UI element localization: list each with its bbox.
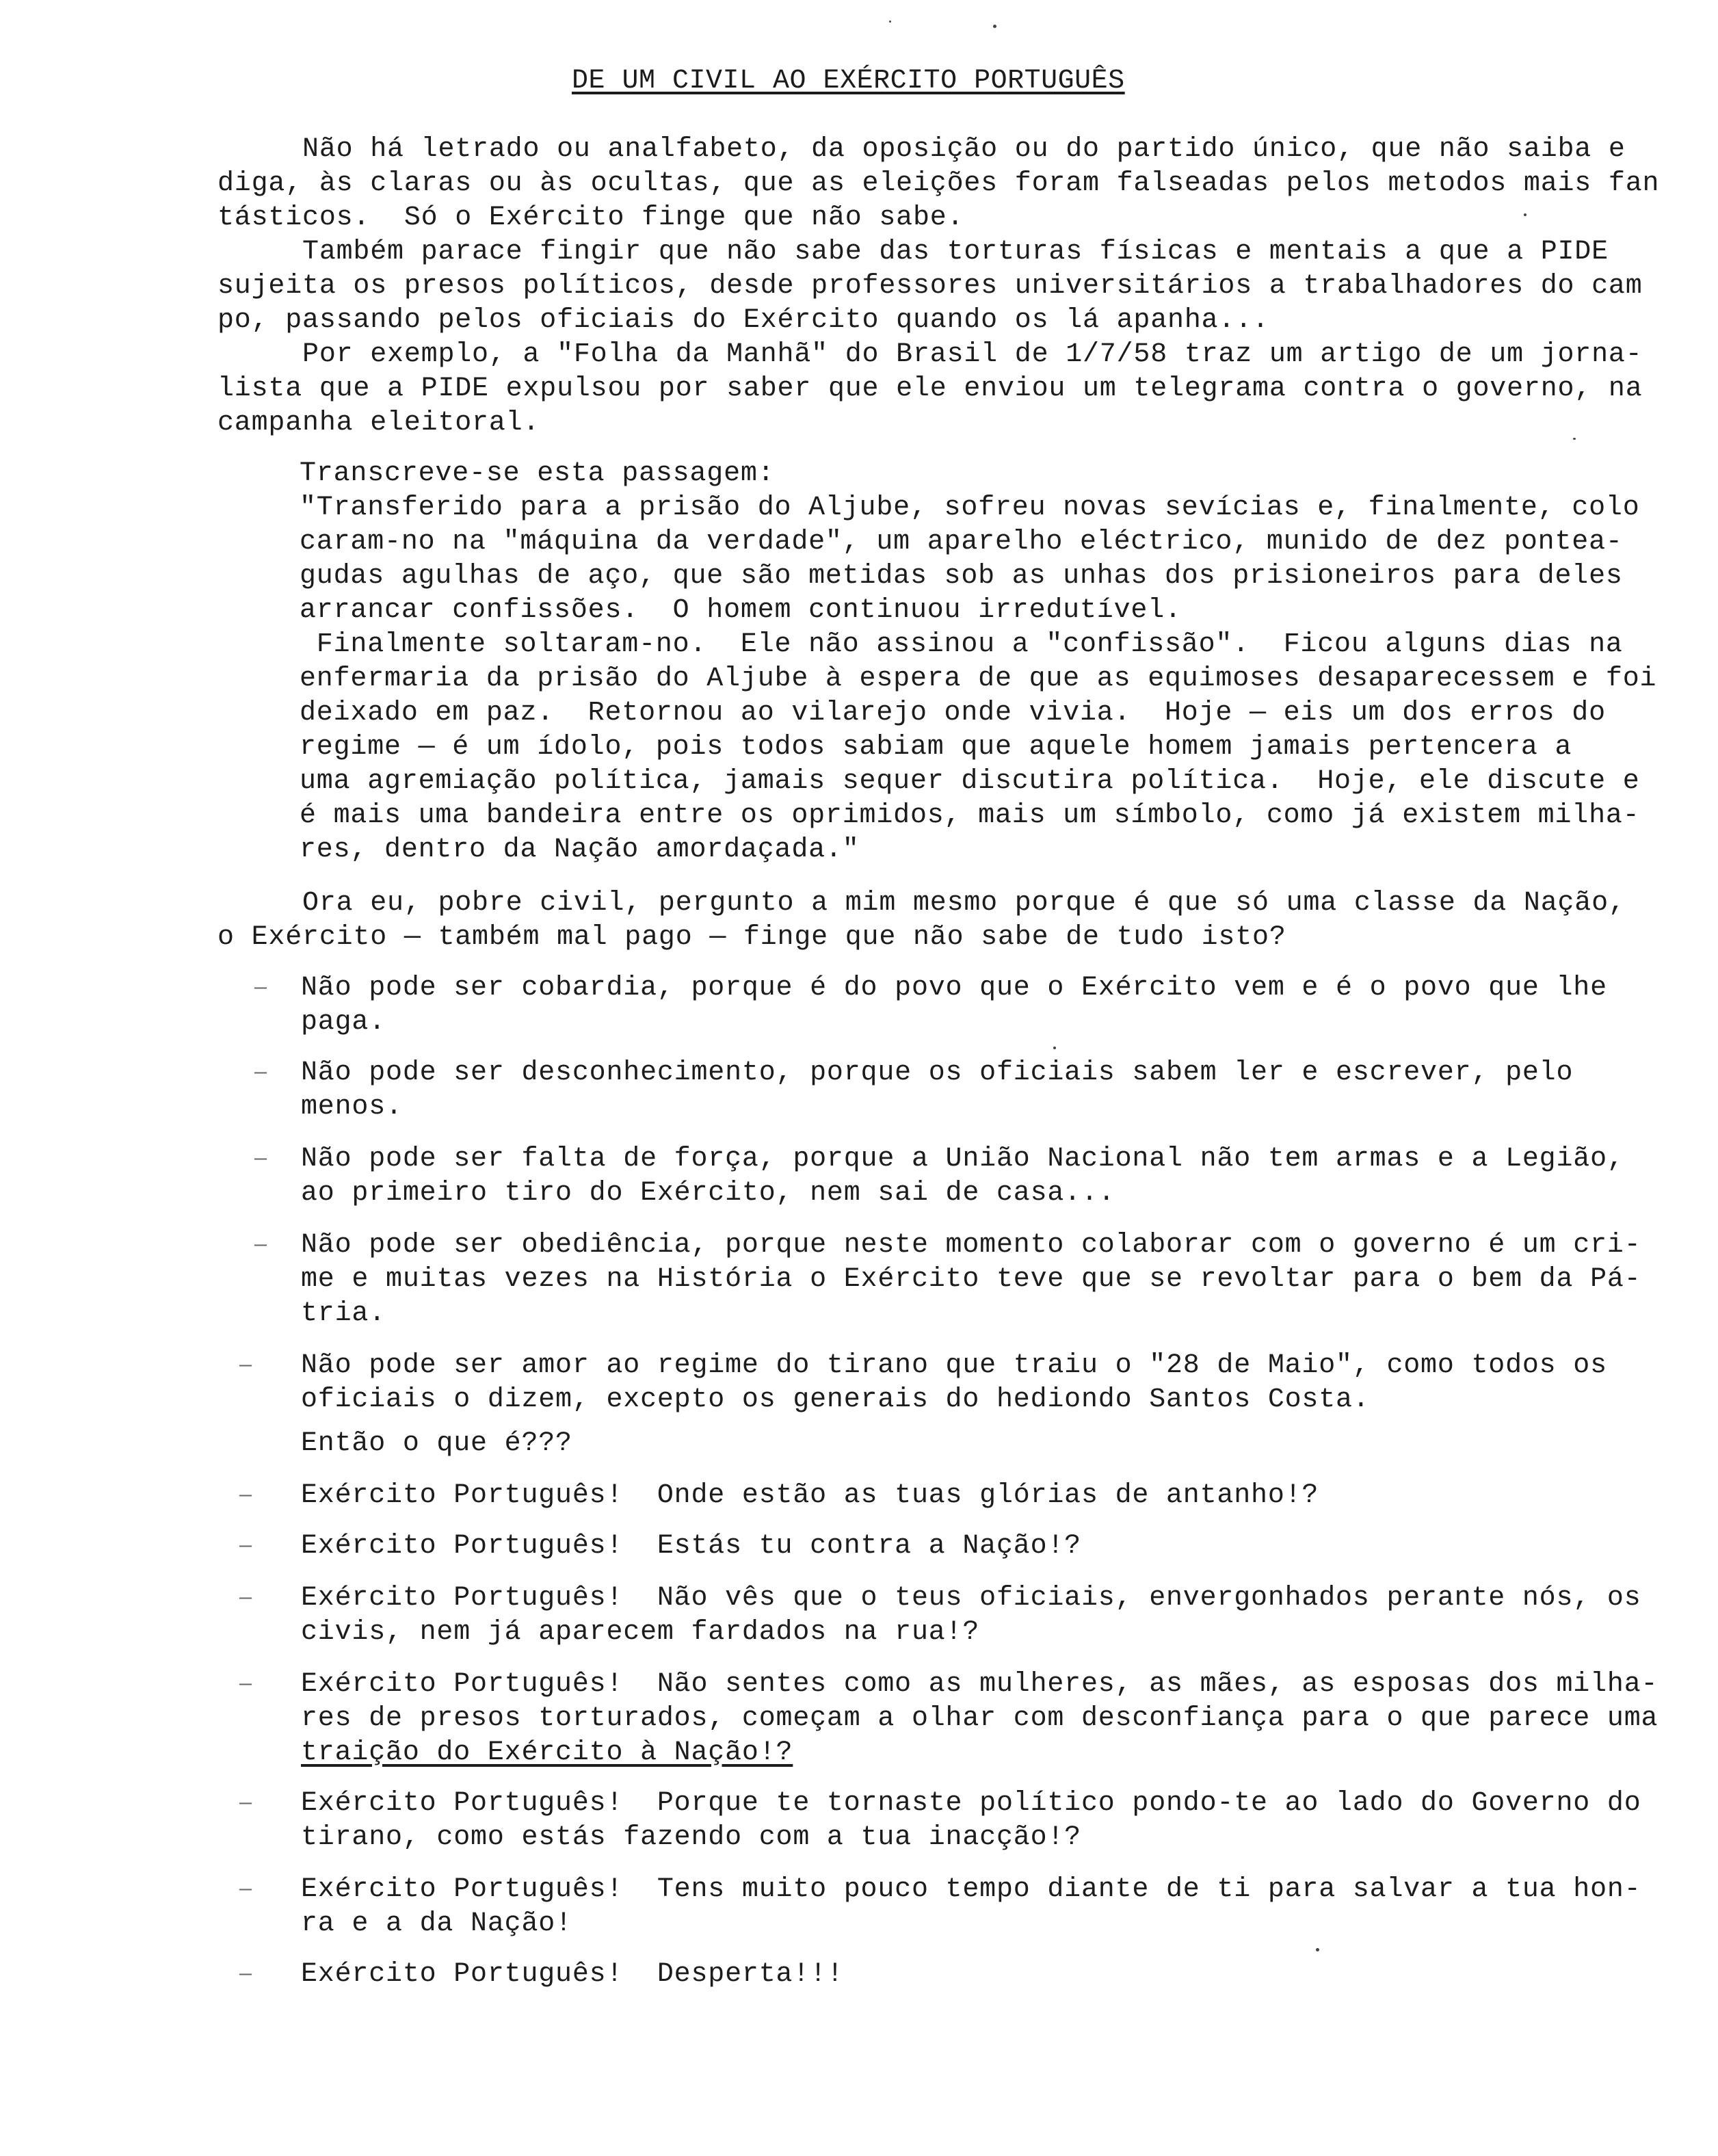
text-line: tásticos. Só o Exército finge que não sabe. <box>217 202 964 233</box>
quote-line: é mais uma bandeira entre os oprimidos, mais um símbolo, como já existem milha- <box>300 800 1640 831</box>
appeal-line: Exército Português! Tens muito pouco tempo diante de ti para salvar a tua hon- <box>301 1874 1641 1905</box>
appeal-line: Exército Português! Porque te tornaste político pondo-te ao lado do Governo do <box>301 1788 1641 1819</box>
text-line: Por exemplo, a "Folha da Manhã" do Brasil de 1/7/58 traz um artigo de um jorna- <box>217 339 1643 370</box>
text-line: sujeita os presos políticos, desde professores universitários a trabalhadores do cam <box>217 271 1643 302</box>
appeal-item <box>301 1787 1641 1855</box>
scan-speck <box>1524 213 1527 216</box>
appeal-line: tirano, como estás fazendo com a tua inacção!? <box>301 1822 1081 1853</box>
question-paragraph <box>217 886 1626 955</box>
scan-speck <box>1316 1948 1319 1951</box>
appeal-item <box>301 1958 844 1992</box>
transcribe-intro <box>300 457 775 491</box>
text-line: o Exército — também mal pago — finge que não sabe de tudo isto? <box>217 922 1286 953</box>
list-item-line: Não pode ser falta de força, porque a União Nacional não tem armas e a Legião, <box>301 1144 1624 1174</box>
text-line: Transcreve-se esta passagem: <box>300 458 775 489</box>
list-item-line: menos. <box>301 1092 403 1122</box>
document-title: DE UM CIVIL AO EXÉRCITO PORTUGUÊS <box>572 66 1125 96</box>
quote-line: uma agremiação política, jamais sequer discutira política. Hoje, ele discute e <box>300 766 1640 797</box>
list-item <box>301 1142 1624 1211</box>
text-line: diga, às claras ou às ocultas, que as eleições foram falseadas pelos metodos mais fan <box>217 168 1660 199</box>
scan-speck <box>993 25 996 28</box>
quote-line: res, dentro da Nação amordaçada." <box>300 834 860 865</box>
quote-line: enfermaria da prisão do Aljube à espera de que as equimoses desaparecessem e foi <box>300 663 1657 694</box>
list-item-line: Não pode ser desconhecimento, porque os oficiais sabem ler e escrever, pelo <box>301 1057 1574 1088</box>
text-line: campanha eleitoral. <box>217 408 540 438</box>
list-item-line: oficiais o dizem, excepto os generais do hediondo Santos Costa. <box>301 1384 1370 1415</box>
appeal-line: res de presos torturados, começam a olhar com desconfiança para o que parece uma <box>301 1703 1658 1734</box>
appeal-line: Exército Português! Não sentes como as mulheres, as mães, as esposas dos milha- <box>301 1669 1658 1700</box>
appeal-item <box>301 1529 1081 1564</box>
appeal-line: Exército Português! Desperta!!! <box>301 1959 844 1990</box>
list-item-line: Não pode ser cobardia, porque é do povo que o Exército vem e é o povo que lhe <box>301 973 1607 1003</box>
quote-line: gudas agulhas de aço, que são metidas sob as unhas dos prisioneiros para deles <box>300 561 1623 592</box>
appeal-item <box>301 1581 1641 1650</box>
scan-speck <box>889 21 891 23</box>
list-item <box>301 1056 1573 1125</box>
quoted-passage <box>300 491 1656 867</box>
scan-speck <box>1573 438 1576 440</box>
quote-line: Finalmente soltaram-no. Ele não assinou a "confissão". Ficou alguns dias na <box>300 629 1623 660</box>
text-line: po, passando pelos oficiais do Exército quando os lá apanha... <box>217 305 1269 336</box>
list-item-line: Não pode ser amor ao regime do tirano que traiu o "28 de Maio", como todos os <box>301 1350 1607 1381</box>
dash-bullet: — <box>239 1535 252 1558</box>
appeal-item <box>301 1668 1658 1770</box>
dash-bullet: — <box>239 1354 252 1378</box>
appeal-item <box>301 1873 1641 1941</box>
dash-bullet: — <box>239 1792 252 1815</box>
appeal-line: Exército Português! Onde estão as tuas glórias de antanho!? <box>301 1480 1319 1511</box>
appeal-line: traição do Exército à Nação!? <box>301 1737 793 1768</box>
text-line: Ora eu, pobre civil, pergunto a mim mesmo porque é que só uma classe da Nação, <box>217 888 1626 919</box>
quote-line: "Transferido para a prisão do Aljube, sofreu novas sevícias e, finalmente, colo <box>300 492 1640 523</box>
dash-bullet: — <box>239 1587 252 1610</box>
appeal-line: ra e a da Nação! <box>301 1908 572 1939</box>
quote-line: caram-no na "máquina da verdade", um aparelho eléctrico, munido de dez pontea- <box>300 527 1623 557</box>
dash-bullet: — <box>239 1878 252 1902</box>
scan-speck <box>1053 1047 1056 1049</box>
list-item-line: me e muitas vezes na História o Exército teve que se revoltar para o bem da Pá- <box>301 1264 1641 1295</box>
quote-line: arrancar confissões. O homem continuou irredutível. <box>300 595 1182 626</box>
appeal-line: Exército Português! Estás tu contra a Nação!? <box>301 1531 1081 1562</box>
dash-bullet: — <box>239 1673 252 1696</box>
quote-line: regime — é um ídolo, pois todos sabiam que aquele homem jamais pertencera a <box>300 732 1572 763</box>
list-item-line: ao primeiro tiro do Exército, nem sai de casa... <box>301 1178 1115 1209</box>
list-item-line: paga. <box>301 1007 386 1038</box>
dash-bullet: — <box>254 1062 267 1085</box>
list-item <box>301 1228 1641 1331</box>
list-item <box>301 971 1607 1040</box>
list-item <box>301 1349 1607 1417</box>
appeal-item <box>301 1479 1319 1513</box>
appeal-line: civis, nem já aparecem fardados na rua!? <box>301 1617 980 1648</box>
text-line: Não há letrado ou analfabeto, da oposição ou do partido único, que não saiba e <box>217 134 1626 165</box>
quote-line: deixado em paz. Retornou ao vilarejo onde vivia. Hoje — eis um dos erros do <box>300 698 1606 728</box>
list-item-line: Não pode ser obediência, porque neste momento colaborar com o governo é um cri- <box>301 1230 1641 1261</box>
dash-bullet: — <box>254 977 267 1000</box>
dash-bullet: — <box>254 1148 267 1171</box>
text-line: lista que a PIDE expulsou por saber que ele enviou um telegrama contra o governo, na <box>217 373 1643 404</box>
dash-bullet: — <box>239 1484 252 1508</box>
dash-bullet: — <box>239 1963 252 1986</box>
then-what <box>301 1427 572 1461</box>
text-line: Então o que é??? <box>301 1428 572 1459</box>
appeal-line: Exército Português! Não vês que o teus oficiais, envergonhados perante nós, os <box>301 1583 1641 1614</box>
list-item-line: tria. <box>301 1298 386 1329</box>
text-line: Também parace fingir que não sabe das torturas físicas e mentais a que a PIDE <box>217 237 1609 267</box>
intro-paragraphs <box>217 133 1659 441</box>
dash-bullet: — <box>254 1234 267 1257</box>
